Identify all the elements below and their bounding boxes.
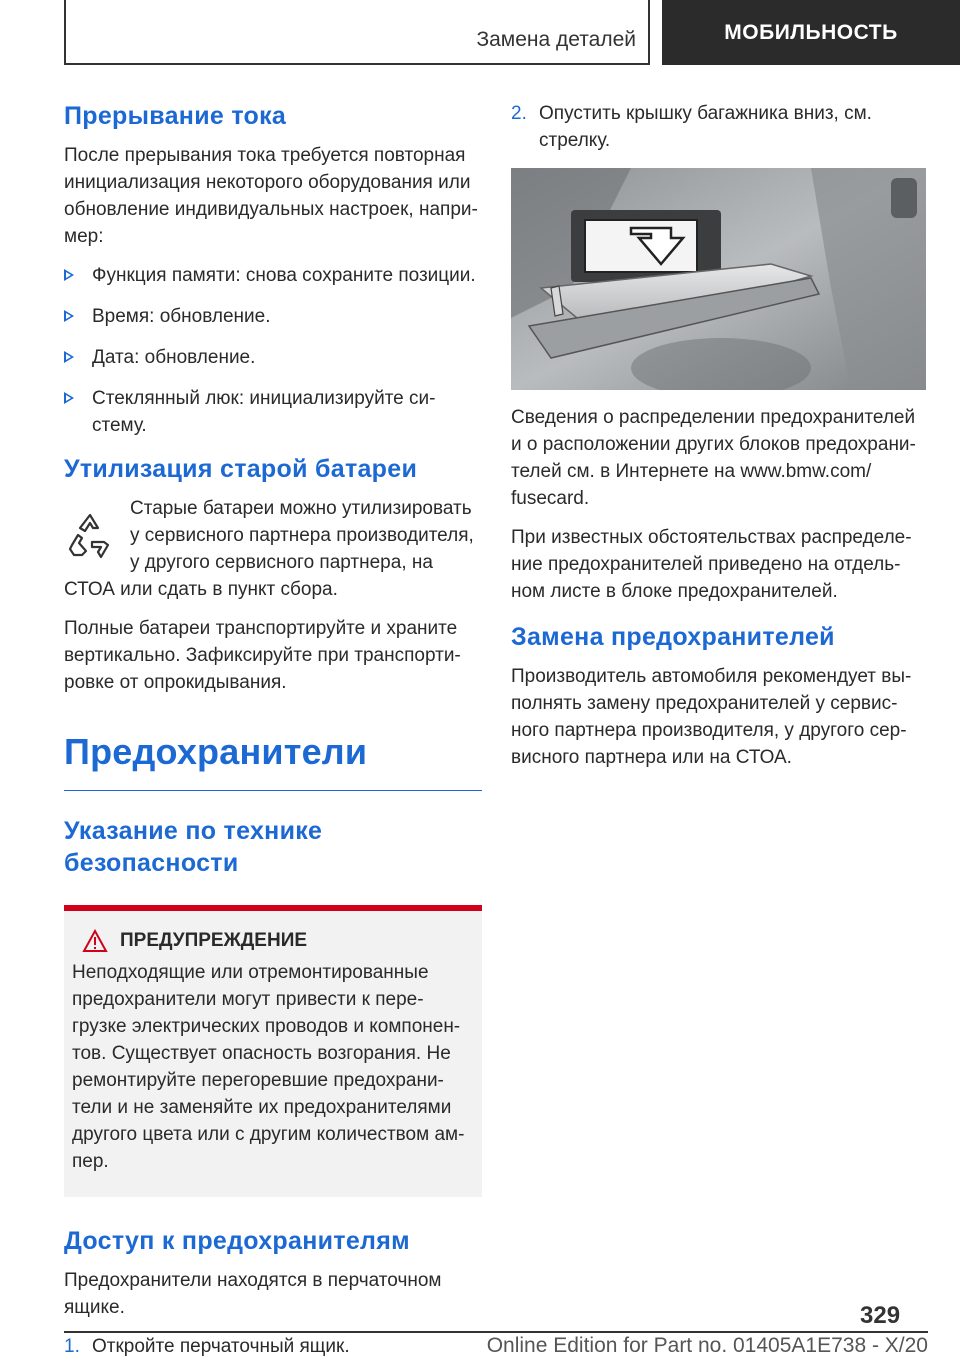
list-item: Дата: обновление. — [64, 344, 482, 371]
triangle-bullet-icon — [64, 310, 74, 322]
step-item: 1. Откройте перчаточный ящик. — [64, 1336, 350, 1357]
header-rule-mid — [648, 0, 650, 64]
paragraph-disposal-2: Полные батареи транспортируйте и храните вертикально. Зафиксируйте при транспорти-ровке от опрокидывания. — [64, 618, 461, 693]
paragraph-fuse-info-1: Сведения о распределении предохранителей и о расположении других блоков предохрани-телей см. в Интернете на www.bmw.com/ fusecard. — [511, 407, 916, 509]
warning-box — [64, 905, 482, 1197]
step-list — [511, 100, 926, 154]
heading-fuse-access: Доступ к предохранителям — [64, 1227, 410, 1255]
paragraph-fuse-info-2: При известных обстоятельствах распределе-ние предохранителей приведено на отдель-ном листе в блоке предохранителей. — [511, 527, 912, 602]
glovebox-photo — [511, 168, 926, 390]
heading-battery-disposal: Утилизация старой батареи — [64, 455, 418, 483]
step-list — [64, 1333, 482, 1360]
triangle-bullet-icon — [64, 269, 74, 281]
paragraph-fuse-replace: Производитель автомобиля рекомендует вы-полнять замену предохранителей у сервис-ного партнера производителя, у другого сер-висного партнера или на СТОА. — [511, 666, 912, 768]
paragraph-disposal-1: Старые батареи можно утилизировать у сервисного партнера производителя, у другого сервисного партнера, на СТОА или сдать в пункт сбора. — [64, 498, 474, 600]
right-column — [511, 100, 926, 783]
heading-safety: Указание по технике безопасности — [64, 817, 323, 877]
header-chapter-tab: МОБИЛЬНОСТЬ — [662, 0, 960, 65]
header-rule-bottom — [64, 63, 650, 65]
triangle-bullet-icon — [64, 392, 74, 404]
bullet-list — [64, 262, 482, 439]
warning-triangle-icon — [82, 929, 108, 953]
triangle-bullet-icon — [64, 351, 74, 363]
list-item: Время: обновление. — [64, 303, 482, 330]
header-section-title: Замена деталей — [476, 28, 636, 51]
recycle-icon — [64, 509, 116, 561]
paragraph-power-interrupt: После прерывания тока требуется повторная инициализация некоторого оборудования или обновление индивидуальных настроек, напри-мер: — [64, 145, 478, 247]
footer-edition: Online Edition for Part no. 01405A1E738 - X/20 — [486, 1334, 928, 1357]
list-item: Стеклянный люк: инициализируйте си-стему. — [64, 385, 482, 439]
warning-text: Неподходящие или отремонтированные предохранители могут привести к пере-грузке электрических проводов и компонен-тов. Существует опасность возгорания. Не ремонтируйте перегоревшие предохрани-тели и не заменяйте их предохранителями другого цвета или с другим количеством ам-пер. — [72, 962, 465, 1172]
heading-power-interrupt: Прерывание тока — [64, 102, 287, 130]
heading-fuses: Предохранители — [64, 730, 482, 791]
disposal-block — [64, 495, 482, 603]
list-item: Функция памяти: снова сохраните позиции. — [64, 262, 482, 289]
step-item: 2. Опустить крышку багажника вниз, см. стрелку. — [511, 103, 872, 151]
paragraph-fuse-access: Предохранители находятся в перчаточном ящике. — [64, 1270, 442, 1318]
page-number: 329 — [860, 1302, 901, 1329]
left-column — [64, 100, 482, 1362]
heading-fuse-replace: Замена предохранителей — [511, 623, 835, 651]
warning-title: ПРЕДУПРЕЖДЕНИЕ — [82, 929, 468, 953]
footer-rule — [64, 1331, 928, 1333]
